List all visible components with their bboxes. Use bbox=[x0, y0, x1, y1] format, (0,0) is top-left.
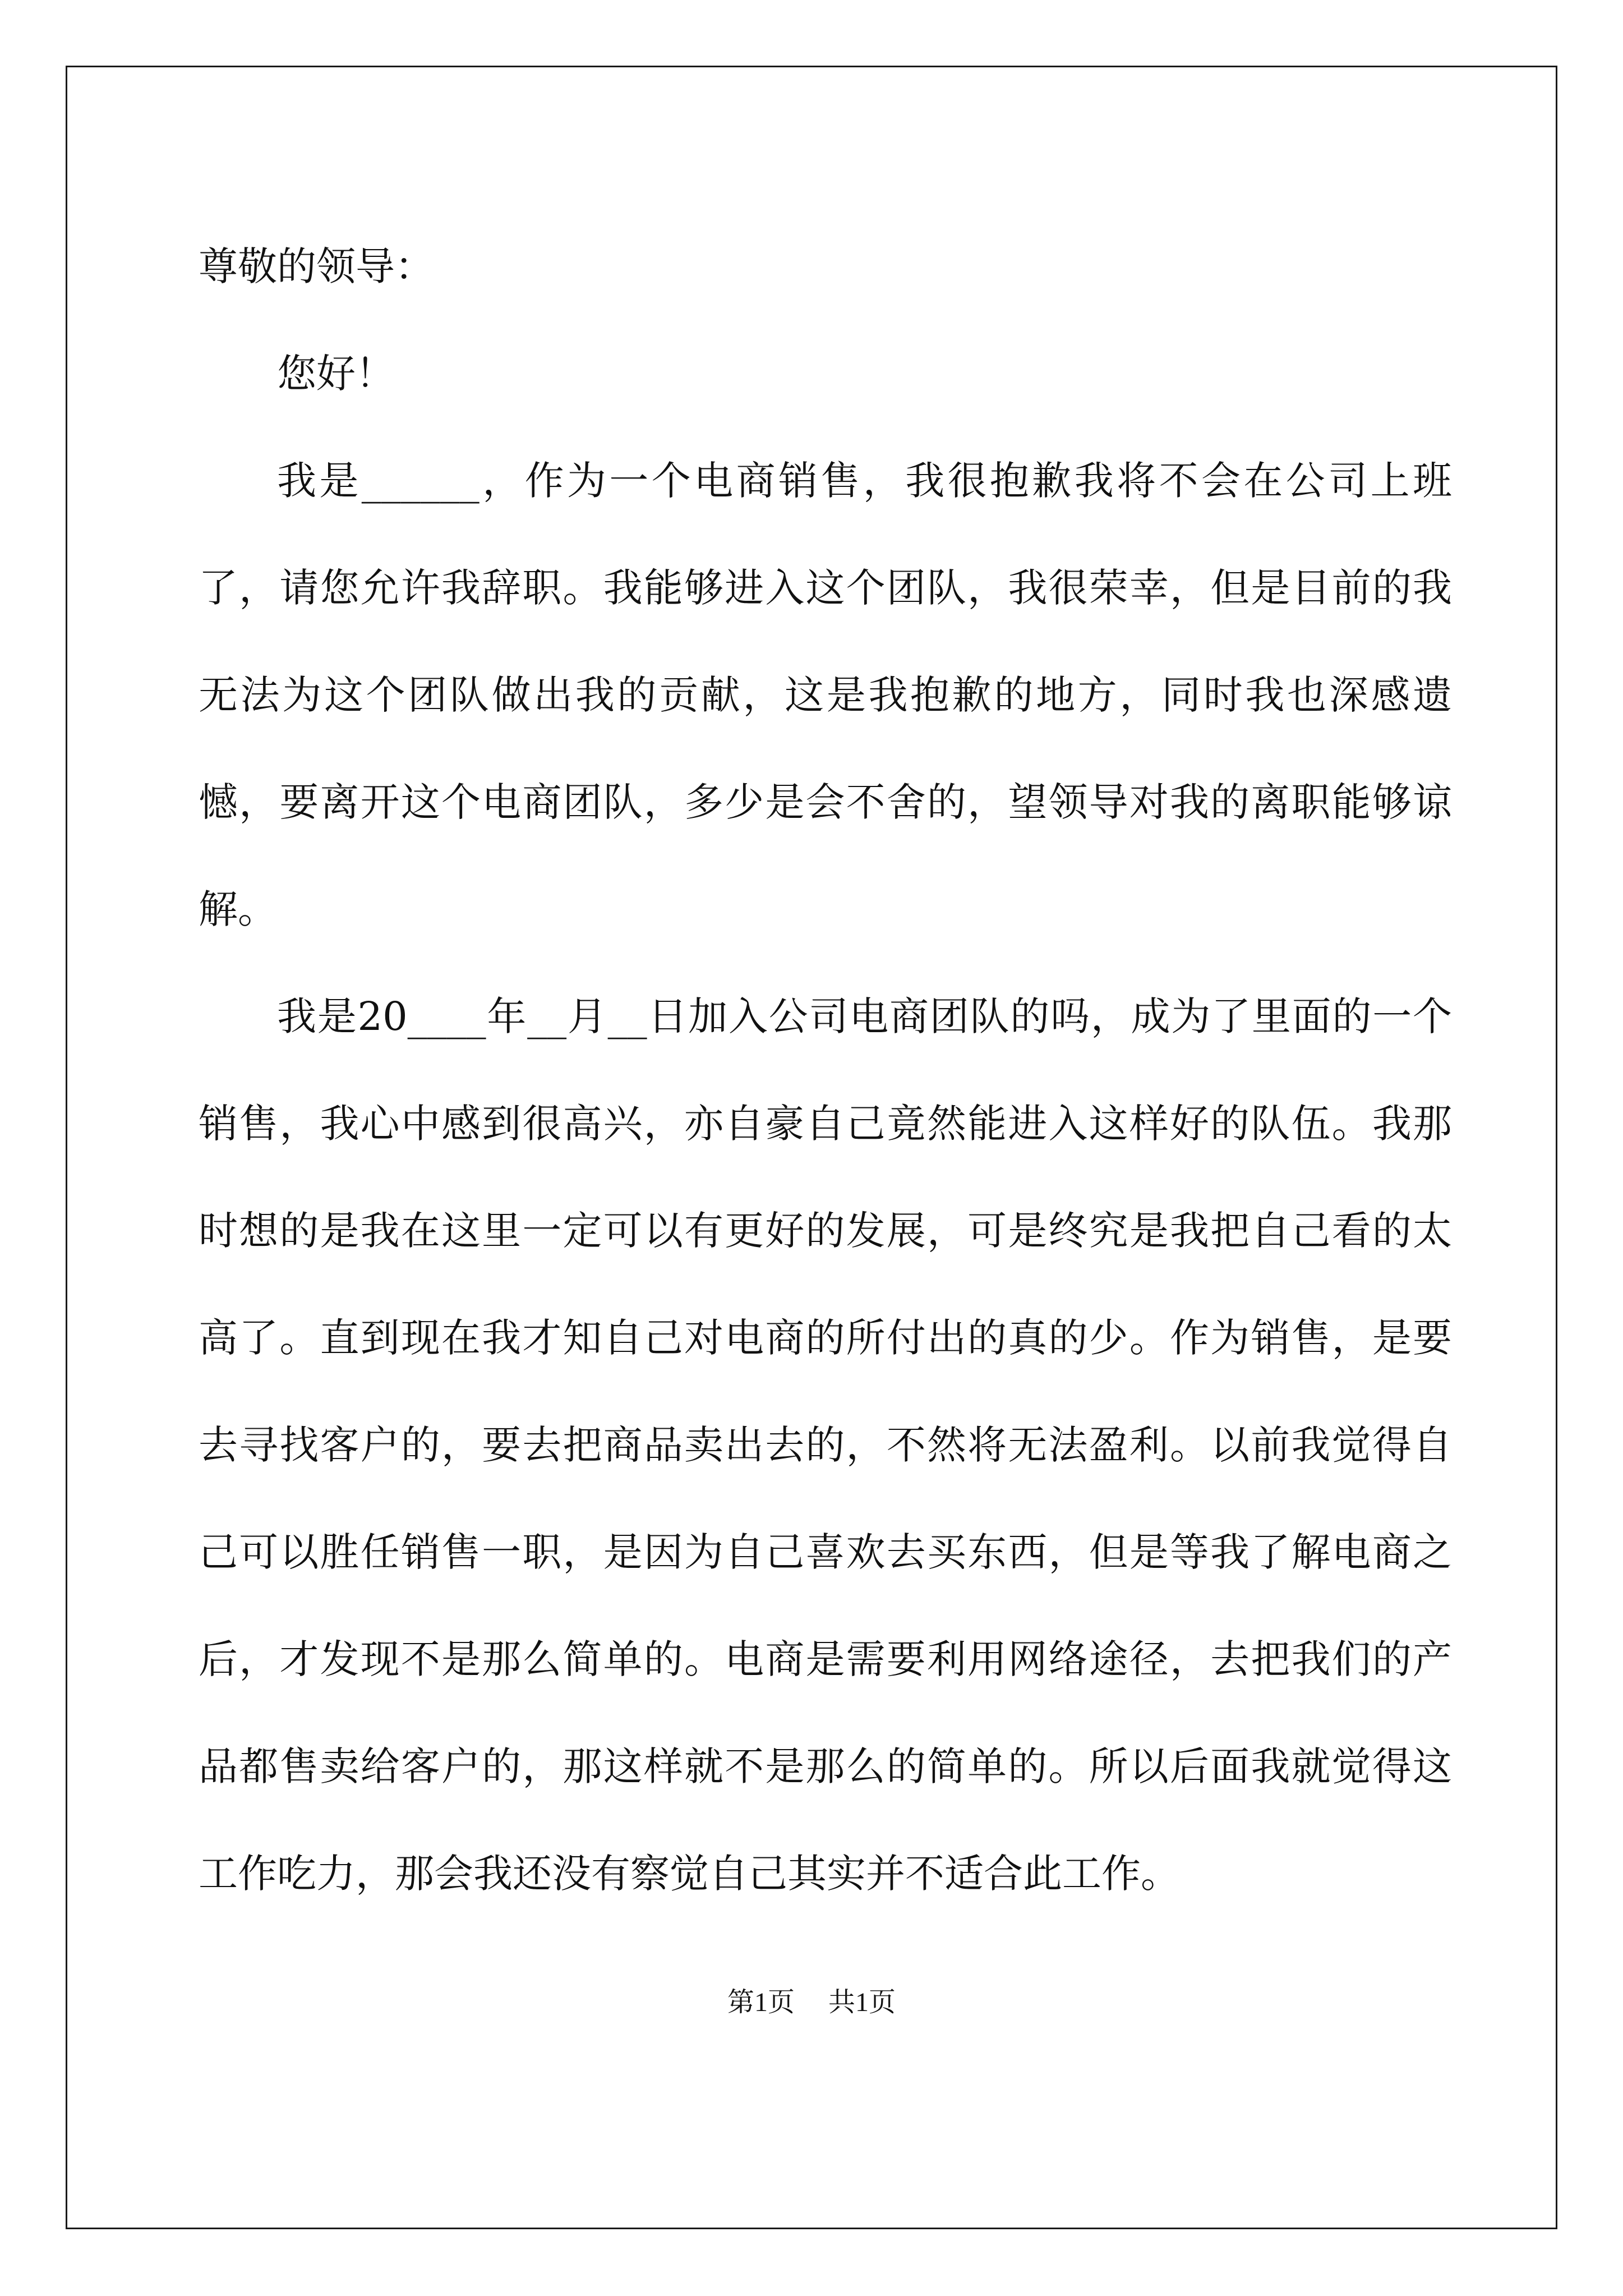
paragraph-2: 我是20____年__月__日加入公司电商团队的吗，成为了里面的一个销售，我心中感到很高兴，亦自豪自己竟然能进入这样好的队伍。我那时想的是我在这里一定可以有更好的发展，可是终究是我把自己看的太高了。直到现在我才知自己对电商的所付出的真的少。作为销售，是要去寻找客户的，要去把商品卖出去的，不然将无法盈利。以前我觉得自己可以胜任销售一职，是因为自己喜欢去买东西，但是等我了解电商之后，才发现不是那么简单的。电商是需要利用网络途径，去把我们的产品都售卖给客户的，那这样就不是那么的简单的。所以后面我就觉得这工作吃力，那会我还没有察觉自己其实并不适合此工作。 bbox=[199, 993, 1452, 1897]
page-total: 共1页 bbox=[828, 1987, 896, 2017]
letter-body bbox=[199, 213, 1452, 1927]
page-footer bbox=[0, 1986, 1623, 2019]
page-number: 第1页 bbox=[727, 1987, 795, 2017]
salutation: 尊敬的领导： bbox=[199, 243, 434, 289]
paragraph-1: 我是______，作为一个电商销售，我很抱歉我将不会在公司上班了，请您允许我辞职。我能够进入这个团队，我很荣幸，但是目前的我无法为这个团队做出我的贡献，这是我抱歉的地方，同时我也深感遗憾，要离开这个电商团队，多少是会不舍的，望领导对我的离职能够谅解。 bbox=[199, 458, 1452, 932]
greeting: 您好！ bbox=[277, 351, 395, 397]
